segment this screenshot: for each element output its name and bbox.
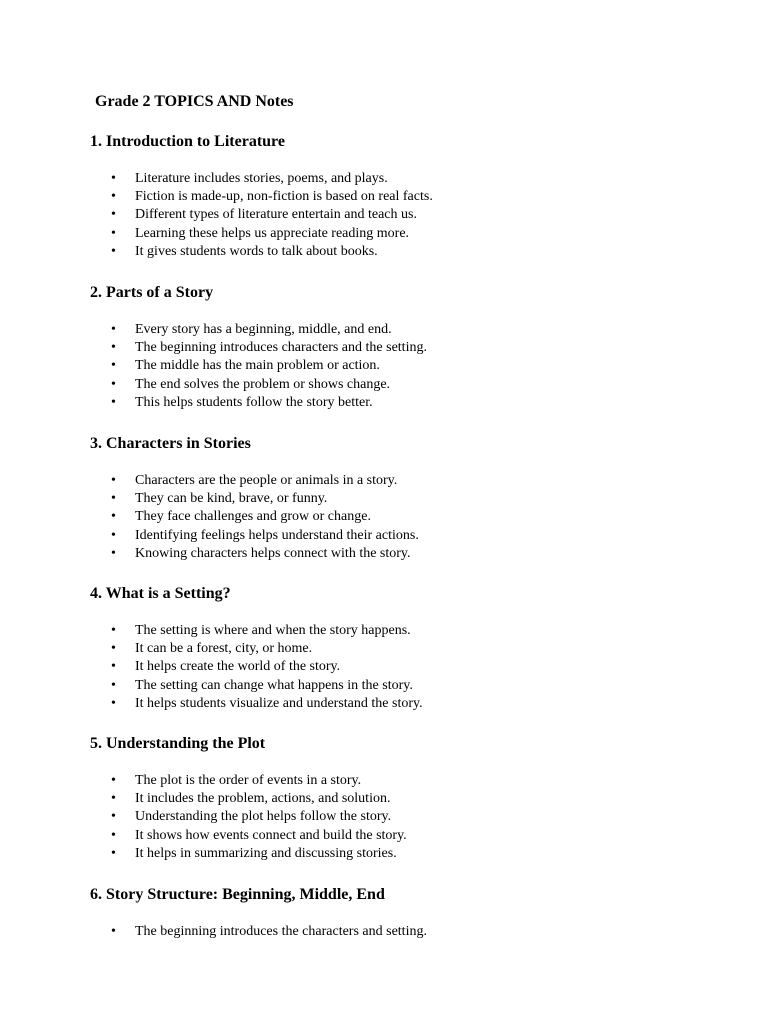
section-heading: 5. Understanding the Plot — [90, 735, 266, 753]
list-item — [90, 658, 730, 676]
list-item — [90, 545, 730, 563]
list-item — [90, 206, 730, 224]
list-item-text: The end solves the problem or shows change. — [135, 376, 391, 392]
list-item — [90, 622, 730, 640]
bullet-icon: • — [111, 623, 116, 639]
list-item-text: Literature includes stories, poems, and plays. — [135, 171, 388, 186]
section-1 — [90, 132, 730, 261]
list-item-text: It shows how events connect and build the story. — [135, 827, 407, 843]
list-item-text: It can be a forest, city, or home. — [135, 641, 313, 657]
list-item — [90, 357, 730, 375]
list-item-text: The plot is the order of events in a story. — [135, 773, 362, 789]
bullet-icon: • — [111, 171, 116, 186]
bullet-icon: • — [111, 845, 116, 861]
list-item-text: It helps students visualize and understand the story. — [135, 695, 423, 711]
section-3 — [90, 434, 730, 563]
document-page — [90, 92, 730, 941]
list-item — [90, 170, 730, 188]
section-heading: 3. Characters in Stories — [90, 435, 251, 453]
list-item — [90, 339, 730, 357]
list-item — [90, 923, 730, 941]
document-title: Grade 2 TOPICS AND Notes — [95, 93, 294, 110]
bullet-icon: • — [111, 243, 116, 259]
bullet-list — [90, 772, 730, 863]
list-item — [90, 827, 730, 845]
bullet-icon: • — [111, 473, 116, 489]
list-item — [90, 490, 730, 508]
bullet-icon: • — [111, 827, 116, 843]
bullet-icon: • — [111, 545, 116, 561]
list-item-text: Different types of literature entertain and teach us. — [135, 207, 417, 223]
list-item-text: The beginning introduces the characters and setting. — [135, 924, 427, 940]
list-item — [90, 790, 730, 808]
list-item-text: The middle has the main problem or action. — [135, 358, 380, 374]
sections-container — [90, 132, 730, 941]
list-item — [90, 808, 730, 826]
section-heading: 1. Introduction to Literature — [90, 133, 285, 150]
list-item-text: They face challenges and grow or change. — [135, 509, 371, 525]
bullet-icon: • — [111, 491, 116, 507]
bullet-list — [90, 923, 730, 941]
list-item-text: Identifying feelings helps understand their actions. — [135, 527, 419, 543]
list-item — [90, 527, 730, 545]
bullet-list — [90, 321, 730, 412]
list-item — [90, 394, 730, 412]
list-item-text: Learning these helps us appreciate reading more. — [135, 225, 410, 241]
bullet-icon: • — [111, 322, 116, 338]
bullet-icon: • — [111, 659, 116, 675]
list-item-text: Characters are the people or animals in a story. — [135, 473, 398, 489]
list-item-text: It gives students words to talk about books. — [135, 243, 378, 259]
section-heading: 2. Parts of a Story — [90, 284, 214, 302]
list-item — [90, 695, 730, 713]
list-item-text: The setting is where and when the story happens. — [135, 623, 411, 639]
list-item — [90, 508, 730, 526]
list-item-text: Every story has a beginning, middle, and end. — [135, 322, 392, 338]
bullet-icon: • — [111, 791, 116, 807]
list-item-text: It helps create the world of the story. — [135, 659, 341, 675]
list-item-text: Understanding the plot helps follow the story. — [135, 809, 392, 825]
list-item-text: They can be kind, brave, or funny. — [135, 491, 328, 507]
list-item — [90, 772, 730, 790]
bullet-icon: • — [111, 924, 116, 940]
bullet-icon: • — [111, 207, 116, 223]
list-item-text: It helps in summarizing and discussing stories. — [135, 845, 397, 861]
list-item — [90, 640, 730, 658]
bullet-icon: • — [111, 527, 116, 543]
list-item-text: This helps students follow the story better. — [135, 394, 373, 410]
list-item — [90, 188, 730, 206]
bullet-list — [90, 170, 730, 261]
section-5 — [90, 734, 730, 863]
list-item — [90, 677, 730, 695]
bullet-icon: • — [111, 358, 116, 374]
list-item — [90, 321, 730, 339]
bullet-icon: • — [111, 641, 116, 657]
bullet-icon: • — [111, 340, 116, 356]
list-item-text: The beginning introduces characters and the setting. — [135, 340, 427, 356]
list-item-text: The setting can change what happens in the story. — [135, 677, 413, 693]
bullet-list — [90, 622, 730, 713]
bullet-icon: • — [111, 225, 116, 241]
bullet-list — [90, 472, 730, 563]
list-item-text: Fiction is made-up, non-fiction is based on real facts. — [135, 189, 433, 205]
bullet-icon: • — [111, 189, 116, 205]
bullet-icon: • — [111, 509, 116, 525]
bullet-icon: • — [111, 677, 116, 693]
list-item — [90, 472, 730, 490]
bullet-icon: • — [111, 376, 116, 392]
section-2 — [90, 283, 730, 412]
bullet-icon: • — [111, 773, 116, 789]
section-heading: 4. What is a Setting? — [90, 585, 231, 603]
list-item — [90, 376, 730, 394]
list-item — [90, 845, 730, 863]
bullet-icon: • — [111, 695, 116, 711]
bullet-icon: • — [111, 394, 116, 410]
list-item — [90, 243, 730, 261]
section-6 — [90, 885, 730, 941]
list-item-text: It includes the problem, actions, and solution. — [135, 791, 391, 807]
bullet-icon: • — [111, 809, 116, 825]
section-4 — [90, 584, 730, 713]
list-item — [90, 225, 730, 243]
list-item-text: Knowing characters helps connect with the story. — [135, 545, 411, 561]
section-heading: 6. Story Structure: Beginning, Middle, End — [90, 886, 385, 904]
